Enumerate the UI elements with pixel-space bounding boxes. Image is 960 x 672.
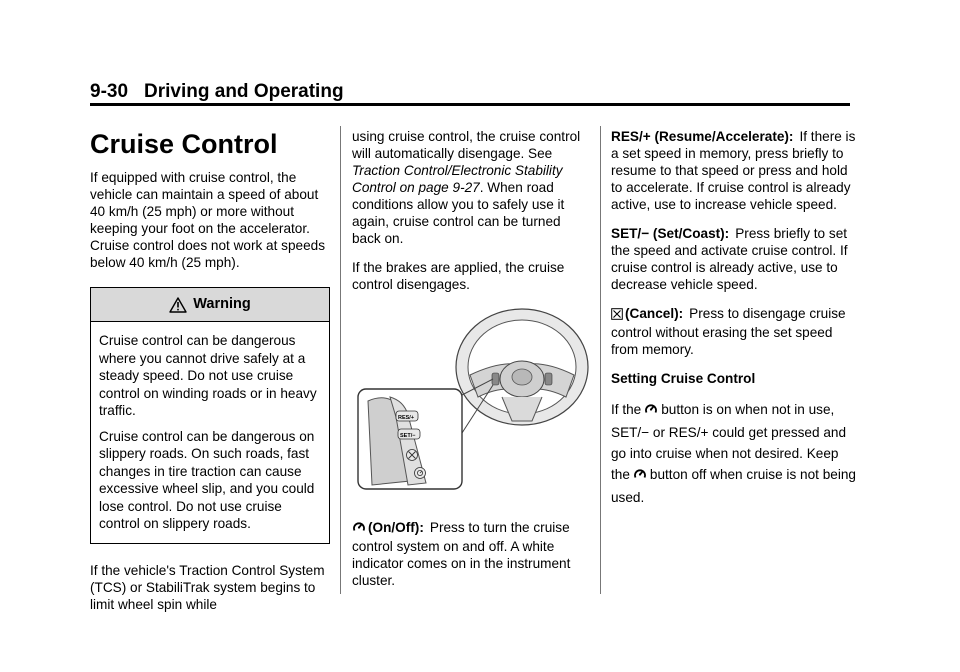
column-2 (352, 128, 592, 601)
cruise-onoff-icon (633, 466, 647, 487)
set-button-label: SET/− (400, 433, 416, 439)
cancel-label: (Cancel): (625, 306, 684, 321)
column-1 (90, 128, 330, 625)
column-3 (611, 128, 856, 520)
cruise-onoff-icon (644, 401, 658, 422)
steering-wheel-figure (352, 305, 592, 505)
setting-paragraph (611, 399, 856, 508)
disengage-text-a: using cruise control, the cruise control will automatically disengage. See (352, 129, 581, 161)
header-rule (90, 103, 850, 106)
disengage-text-b: . When road conditions allow you to safely use it again, cruise control can be turned back on. (352, 180, 565, 246)
page-title: Cruise Control (90, 129, 278, 159)
warning-paragraph-2: Cruise control can be dangerous on slippery roads. On such roads, fast changes in tire traction can cause excessive wheel slip, and you could lose control. Do not use cruise control on slippery roads. (99, 428, 315, 531)
brakes-paragraph: If the brakes are applied, the cruise control disengages. (352, 260, 565, 292)
cancel-paragraph (611, 305, 856, 358)
steering-wheel-drawing (456, 309, 588, 425)
cruise-onoff-icon (352, 520, 366, 538)
onoff-text: Press to turn the cruise control system on and off. A white indicator comes on in the instrument cluster. (352, 520, 571, 588)
warning-body (91, 322, 329, 543)
res-button-label: RES/+ (398, 415, 415, 421)
setting-text-c: button off when cruise is not being used. (611, 467, 856, 505)
tcs-paragraph: If the vehicle's Traction Control System (TCS) or StabiliTrak system begins to limit wheel spin while (90, 562, 325, 612)
warning-triangle-icon (169, 297, 187, 313)
intro-paragraph: If equipped with cruise control, the vehicle can maintain a speed of about 40 km/h (25 mph) or more without keeping your foot on the accelerator. Cruise control does not work at speeds below 40 km/h (25 mph). (90, 170, 325, 270)
onoff-paragraph (352, 519, 592, 589)
warning-box (90, 287, 330, 544)
column-divider-1 (340, 126, 341, 594)
setting-text-b: button is on when not in use, SET/− or RES/+ could get pressed and go into cruise when not desired. Keep the (611, 402, 847, 482)
page-number: 9-30 (90, 81, 129, 102)
setting-heading: Setting Cruise Control (611, 371, 756, 386)
warning-heading (91, 288, 329, 322)
warning-paragraph-1: Cruise control can be dangerous where you cannot drive safely at a steady speed. Do not use cruise control on winding roads or in heavy traffic. (99, 333, 317, 418)
cancel-text: Press to disengage cruise control without erasing the set speed from memory. (611, 306, 846, 357)
column-divider-2 (600, 126, 601, 594)
steering-wheel-illustration (352, 305, 592, 505)
disengage-paragraph (352, 128, 592, 247)
res-label: RES/+ (Resume/Accelerate): (611, 129, 794, 144)
set-label: SET/− (Set/Coast): (611, 226, 730, 241)
onoff-label: (On/Off): (368, 520, 424, 535)
warning-label: Warning (193, 296, 251, 312)
cross-reference-link[interactable]: Traction Control/Electronic Stability Control on page 9-27 (352, 163, 563, 195)
res-paragraph (611, 128, 856, 213)
res-text: If there is a set speed in memory, press briefly to resume to that speed or press and hold to accelerate. If cruise control is already active, use to increase vehicle speed. (611, 129, 856, 212)
setting-text-a: If the (611, 402, 642, 417)
page-header (90, 80, 850, 104)
cancel-icon (611, 307, 623, 324)
set-text: Press briefly to set the speed and activate cruise control. If cruise control is already active, use to decrease vehicle speed. (611, 226, 848, 292)
set-paragraph (611, 225, 856, 293)
section-title: Driving and Operating (144, 81, 344, 102)
